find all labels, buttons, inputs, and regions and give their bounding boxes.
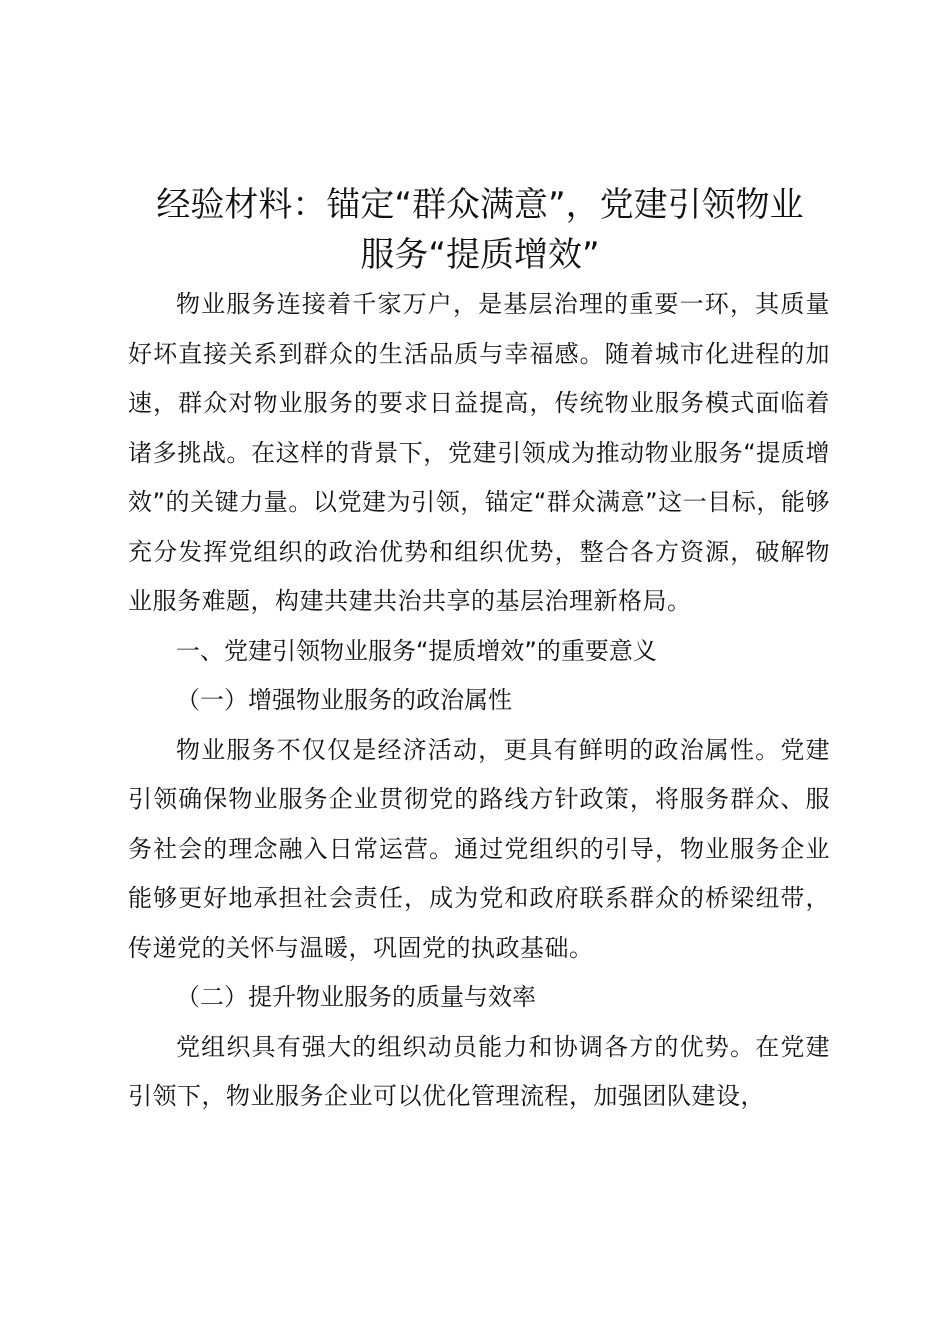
document-title: [120, 180, 840, 280]
document-body: [128, 280, 830, 1122]
intro-paragraph: 物业服务连接着千家万户，是基层治理的重要一环，其质量好坏直接关系到群众的生活品质与幸福感。随着城市化进程的加速，群众对物业服务的要求日益提高，传统物业服务模式面临着诸多挑战。在这样的背景下，党建引领成为推动物业服务“提质增效”的关键力量。以党建为引领，锚定“群众满意”这一目标，能够充分发挥党组织的政治优势和组织优势，整合各方资源，破解物业服务难题，构建共建共治共享的基层治理新格局。: [128, 290, 830, 615]
subsection-1-paragraph: 物业服务不仅仅是经济活动，更具有鲜明的政治属性。党建引领确保物业服务企业贯彻党的路线方针政策，将服务群众、服务社会的理念融入日常运营。通过党组织的引导，物业服务企业能够更好地承担社会责任，成为党和政府联系群众的桥梁纽带，传递党的关怀与温暖，巩固党的执政基础。: [128, 735, 830, 962]
title-line-1: 经验材料：锚定“群众满意”，党建引领物业: [156, 185, 804, 225]
section-1-heading: 一、党建引领物业服务“提质增效”的重要意义: [176, 636, 657, 665]
subsection-2-paragraph: 党组织具有强大的组织动员能力和协调各方的优势。在党建引领下，物业服务企业可以优化管理流程，加强团队建设，: [128, 1032, 830, 1110]
subsection-1-heading: （一）增强物业服务的政治属性: [176, 686, 512, 714]
subsection-2-heading: （二）提升物业服务的质量与效率: [176, 983, 536, 1011]
title-line-2: 服务“提质增效”: [360, 235, 600, 275]
